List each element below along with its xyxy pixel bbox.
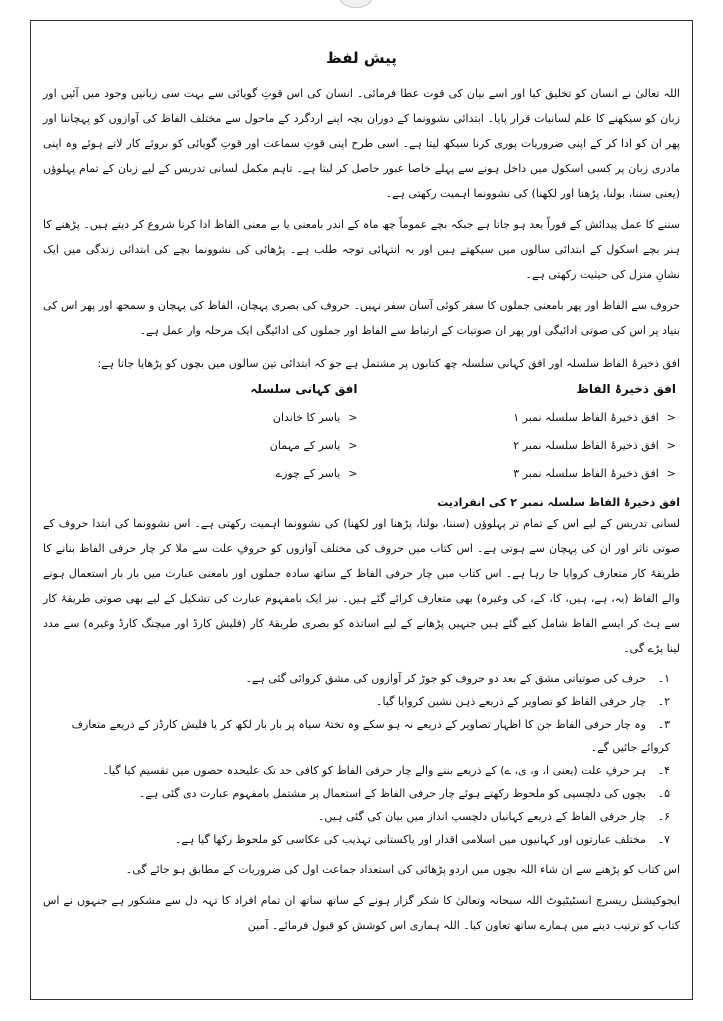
vocab-series-list	[362, 404, 677, 488]
chevron-left-icon: <	[348, 439, 358, 452]
list-number: ۴۔	[657, 764, 670, 777]
list-number: ۲۔	[657, 695, 670, 708]
chevron-left-icon: <	[348, 411, 358, 424]
closing-paragraph-2: ایجوکیشنل ریسرچ انسٹیٹیوٹ اللہ سبحانہ وتعالیٰ کا شکر گزار ہونے کے ساتھ ساتھ ان تمام افراد کا تہہ دل سے مشکور ہے جنہوں نے اس کتاب کو ترتیب دینے میں ہمارے ساتھ تعاون کیا۔ اللہ ہماری اس کوشش کو قبول فرمائے۔ آمین	[43, 894, 680, 932]
list-text: مختلف عبارتوں اور کہانیوں میں اسلامی اقدار اور پاکستانی تہذیب کی عکاسی کو ملحوظ رکھا گیا ہے۔	[174, 833, 646, 846]
feature-heading: افق ذخیرۂ الفاظ سلسلہ نمبر ۲ کی انفرادیت	[437, 496, 680, 509]
list-item	[43, 828, 670, 851]
list-text: بچوں کی دلچسپی کو ملحوظ رکھتے ہوئے چار حرفی الفاظ کے استعمال پر مشتمل بامفہوم عبارت دی گئی ہے۔	[138, 787, 646, 800]
feature-list	[43, 667, 680, 851]
list-item	[362, 432, 677, 460]
paragraph-1: اللہ تعالیٰ نے انسان کو تخلیق کیا اور اسے بیان کی قوت عطا فرمائی۔ انسان کی اس قوتِ گویائی سے بہت سی زبانیں وجود میں آئیں اور زبان کو سیکھنے کا علم لسانیات قرار پایا۔ ابتدائی نشوونما کے دوران بچہ اپنے اردگرد کے ماحول سے مختلف الفاظ کی آوازوں کو پہچاننا اور پھر ان کو ادا کر کے اپنی ضروریات پوری کرنا سیکھ لیتا ہے۔ اسی طرح اپنی قوتِ سماعت اور قوتِ گویائی کو بروئے کار لاتے ہوئے وہ اپنی مادری زبان پر کسی اسکول میں داخل ہونے سے پہلے خاصا عبور حاصل کر لیتا ہے۔ تاہم مکمل لسانی تدریس کے لیے زبان کے تمام پہلوؤں (یعنی سننا، بولنا، پڑھنا اور لکھنا) کی نشوونما اہمیت رکھتی ہے۔	[43, 87, 680, 200]
list-text: چار حرفی الفاظ کے ذریعے کہانیاں دلچسپ انداز میں بیان کی گئی ہیں۔	[317, 810, 646, 823]
story-series-list	[43, 404, 358, 488]
list-number: ۷۔	[657, 833, 670, 846]
list-item	[362, 460, 677, 488]
list-item	[43, 432, 358, 460]
closing-paragraph-1: اس کتاب کو پڑھنے سے ان شاء اللہ بچوں میں اردو پڑھائی کی استعداد جماعت اول کی ضروریات کے مطابق ہو جائے گی۔	[125, 863, 680, 876]
list-number: ۳۔	[657, 718, 670, 731]
series-columns	[43, 382, 680, 488]
list-text: حرف کی صوتیاتی مشق کے بعد دو حروف کو جوڑ کر آوازوں کی مشق کروائی گئی ہے۔	[245, 672, 646, 685]
chevron-left-icon: <	[348, 467, 358, 480]
series-intro: افق ذخیرۂ الفاظ سلسلہ اور افق کہانی سلسلہ چھ کتابوں پر مشتمل ہے جو کہ ابتدائی تین سالوں میں بچوں کو پڑھایا جاتا ہے:	[97, 357, 680, 370]
list-text: ہر حرفِ علت (یعنی ا، و، ی، ے) کے ذریعے بننے والے چار حرفی الفاظ کو کافی حد تک علیحدہ حصوں میں تقسیم کیا گیا۔	[102, 764, 646, 777]
vocab-book-1: افق ذخیرۂ الفاظ سلسلہ نمبر ۱	[513, 411, 659, 424]
list-item	[43, 460, 358, 488]
vocab-book-2: افق ذخیرۂ الفاظ سلسلہ نمبر ۲	[513, 439, 659, 452]
chevron-left-icon: <	[666, 439, 676, 452]
story-series-heading: افق کہانی سلسلہ	[250, 382, 358, 396]
list-item	[43, 713, 670, 759]
list-number: ۱۔	[657, 672, 670, 685]
chevron-left-icon: <	[666, 411, 676, 424]
page-title: پیش لفظ	[326, 49, 397, 67]
list-item	[43, 667, 670, 690]
list-item	[43, 690, 670, 713]
list-item	[43, 782, 670, 805]
feature-paragraph: لسانی تدریس کے لیے اس کے تمام تر پہلوؤں (سننا، بولنا، پڑھنا اور لکھنا) کی نشوونما اہمیت رکھتی ہے۔ اس نشوونما کی ابتدا حروف کے صوتی تاثر اور ان کی پہچان سے ہوتی ہے۔ اس کتاب میں حروف کی مختلف آوازوں کو حروفِ علت سے ملا کر چار حرفی الفاظ بنانے کا طریقۂ کار متعارف کروایا جا رہا ہے۔ اس کتاب میں چار حرفی الفاظ کے ساتھ سادہ جملوں اور بامعنی عبارت میں بار بار استعمال ہونے والے الفاظ (یہ، ہے، ہیں، کا، کے، کی وغیرہ) بھی متعارف کرائے گئے ہیں۔ نیز ایک بامفہوم عبارت کی تشکیل کے لیے بھی صوتی طریقۂ کار سے ہٹ کر ایسے الفاظ شامل کیے گئے ہیں جنہیں پڑھانے کے لیے اساتذہ کو بصری طریقۂ کار (فلیش کارڈ اور میچنگ کارڈ وغیرہ) سے مدد لینا پڑے گی۔	[43, 517, 680, 655]
story-book-3: یاسر کے چوزے	[275, 467, 341, 480]
list-number: ۶۔	[657, 810, 670, 823]
paragraph-3: حروف سے الفاظ اور پھر بامعنی جملوں کا سفر کوئی آسان سفر نہیں۔ حروف کی بصری پہچان، الفاظ کی پہچان و سمجھ اور پھر اس کی بنیاد پر اس کی صوتی ادائیگی اور پھر ان صوتیات کے ارتباط سے الفاظ اور جملوں کی ادائیگی ایک مرحلہ وار عمل ہے۔	[43, 299, 680, 337]
list-item	[43, 805, 670, 828]
list-item	[43, 759, 670, 782]
list-item	[362, 404, 677, 432]
vocab-series-column	[362, 382, 681, 488]
document-page	[30, 20, 693, 1000]
list-item	[43, 404, 358, 432]
chevron-left-icon: <	[666, 467, 676, 480]
page-top-mark	[340, 0, 372, 8]
list-text: چار حرفی الفاظ کو تصاویر کے ذریعے ذہن نشین کروایا گیا۔	[376, 695, 646, 708]
list-number: ۵۔	[657, 787, 670, 800]
paragraph-2: سننے کا عمل پیدائش کے فوراً بعد ہو جاتا ہے جبکہ بچے عموماً چھ ماہ کے اندر بامعنی یا بے معنی الفاظ ادا کرنا شروع کر دیتے ہیں۔ پڑھنے کا ہنر بچے اسکول کے ابتدائی سالوں میں سیکھتے ہیں اور یہ انتہائی توجہ طلب ہے۔ پڑھائی کی نشوونما بچے کی ابتدائی زندگی میں ایک نشانِ منزل کی حیثیت رکھتی ہے۔	[43, 218, 680, 281]
story-book-2: یاسر کے مہمان	[269, 439, 341, 452]
vocab-series-heading: افق ذخیرۂ الفاظ	[576, 382, 676, 396]
vocab-book-3: افق ذخیرۂ الفاظ سلسلہ نمبر ۳	[513, 467, 659, 480]
list-text: وہ چار حرفی الفاظ جن کا اظہار تصاویر کے ذریعے نہ ہو سکے وہ تختۂ سیاہ پر بار بار لکھ کر یا فلیش کارڈز کے ذریعے متعارف کروائے جائیں گے۔	[71, 718, 670, 754]
story-book-1: یاسر کا خاندان	[272, 411, 341, 424]
story-series-column	[43, 382, 362, 488]
